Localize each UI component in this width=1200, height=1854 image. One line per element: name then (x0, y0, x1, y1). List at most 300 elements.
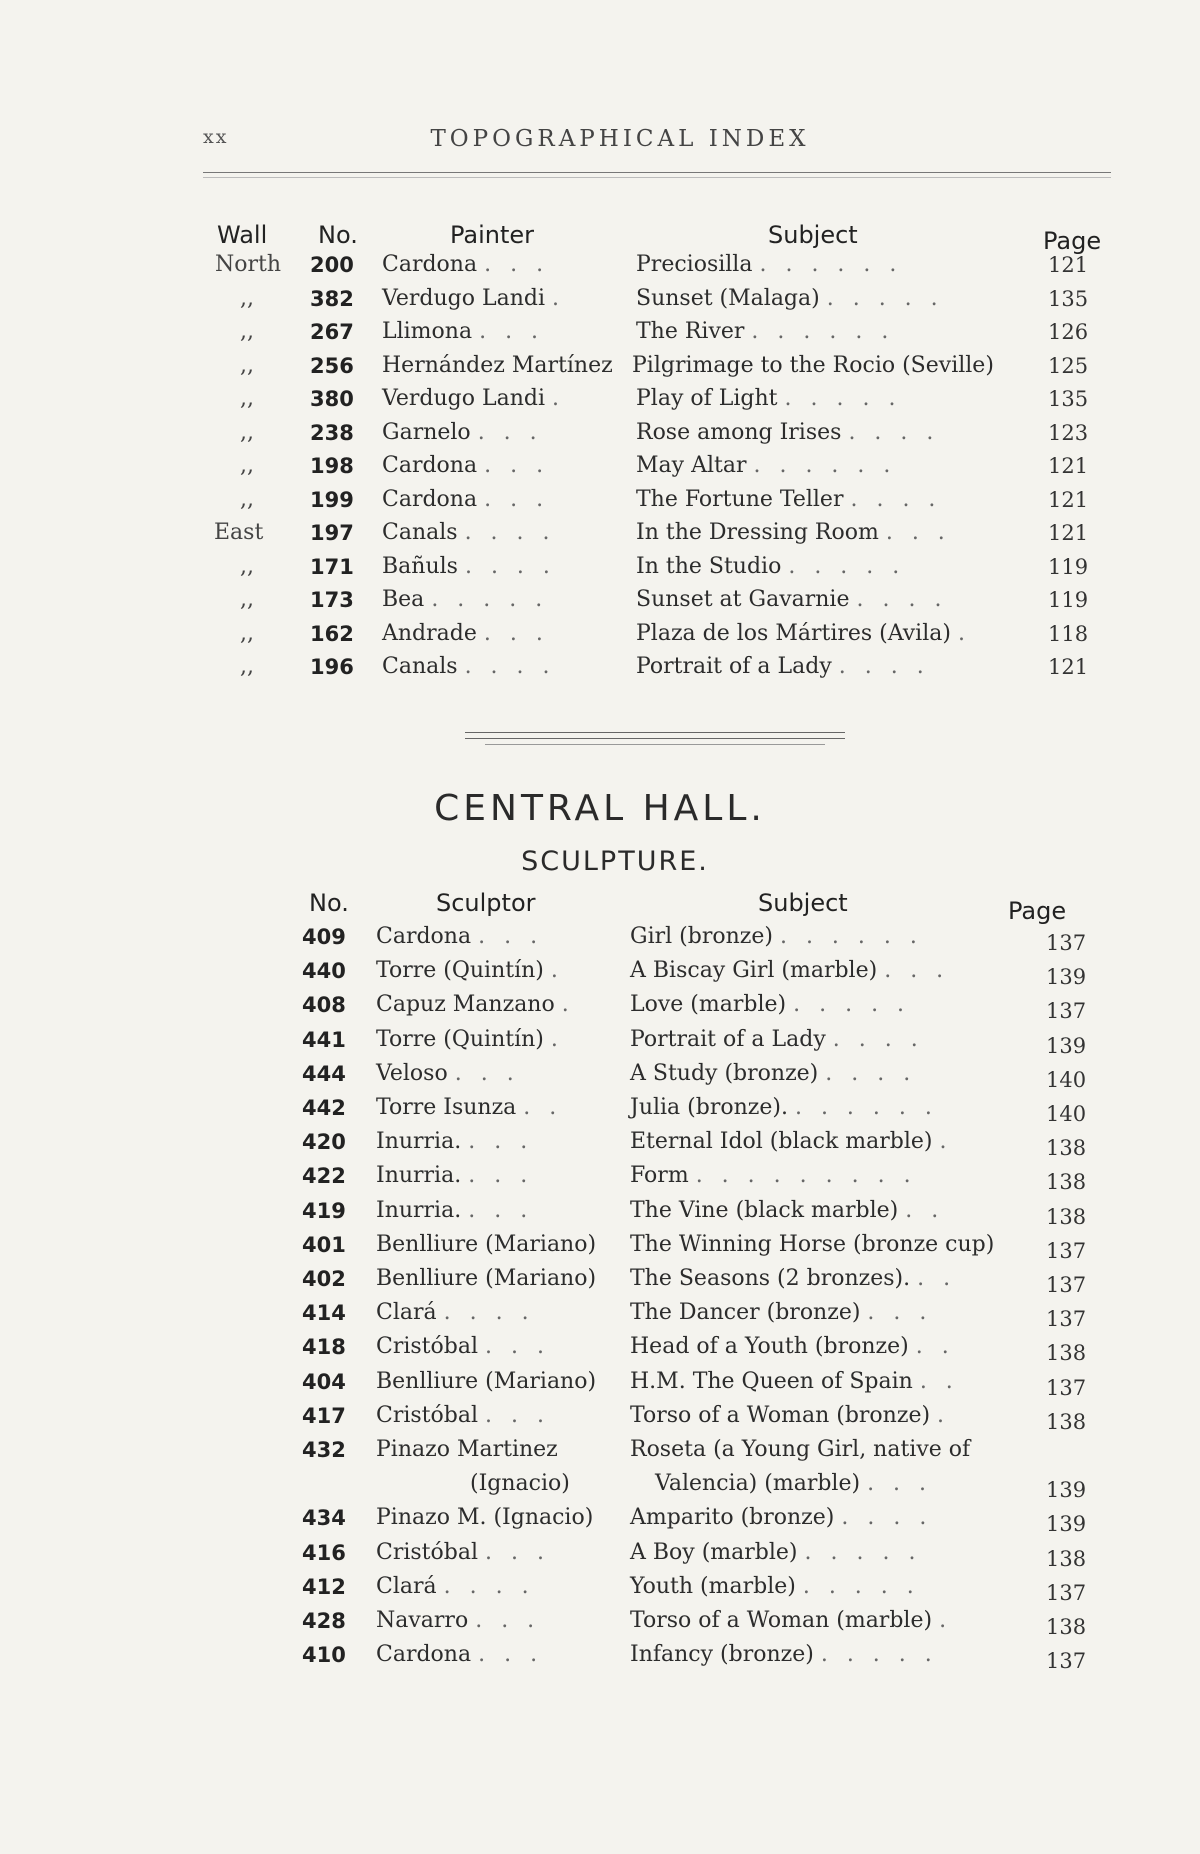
subject-text: Torso of a Woman (marble) (630, 1608, 933, 1633)
subject-leader: . . . . . . (759, 252, 903, 277)
col-wall-header: Wall (217, 221, 268, 249)
page-cell: 139 (1046, 1512, 1087, 1537)
page-cell: 137 (1046, 1238, 1087, 1263)
subject-text: Valencia) (marble) (655, 1471, 861, 1497)
sculptor-cell (376, 1228, 596, 1262)
subject-cell (636, 483, 941, 517)
page-cell: 121 (1048, 454, 1089, 478)
subject-cell (630, 1330, 955, 1364)
subject-text: Form (630, 1163, 689, 1189)
number-cell: 434 (302, 1506, 346, 1531)
sculptor-name: (Ignacio) (470, 1471, 570, 1497)
subject-cell (630, 1262, 956, 1296)
subject-cell (632, 349, 994, 383)
number-cell: 380 (310, 387, 354, 411)
table-row (0, 315, 1200, 349)
table-row (0, 1570, 1200, 1604)
wall-cell: ,, (240, 587, 254, 612)
subject-leader: . . . . . (793, 992, 911, 1018)
painter-cell (382, 516, 556, 550)
table-row (0, 416, 1200, 450)
subject-leader: . . . . . (784, 386, 902, 411)
number-cell: 200 (310, 253, 354, 277)
number-cell: 238 (310, 420, 354, 445)
sculptor-cell (376, 1125, 533, 1159)
page-cell: 125 (1048, 353, 1089, 378)
number-cell: 442 (302, 1096, 346, 1120)
page-cell: 139 (1046, 1033, 1087, 1058)
painter-leader: . . . (484, 252, 550, 277)
section-title: SCULPTURE. (521, 846, 709, 877)
sculptor-leader: . . . (454, 1060, 520, 1086)
page-cell: 121 (1048, 487, 1089, 512)
sculptor-cell (376, 1433, 558, 1467)
painter-cell (382, 248, 549, 282)
subject-leader: . . . . . . (794, 1095, 938, 1120)
subject-text: In the Studio (636, 553, 782, 579)
subject-text: Julia (bronze). (630, 1095, 788, 1120)
subject-text: The Fortune Teller (636, 486, 844, 512)
section-rule-tertiary (485, 744, 825, 745)
sculptor-name: Inurria. (376, 1129, 462, 1155)
page-cell: 123 (1048, 420, 1089, 445)
number-cell: 440 (302, 959, 346, 984)
subject-text: A Study (bronze) (630, 1060, 819, 1086)
number-cell: 414 (302, 1301, 346, 1326)
painter-name: Verdugo Landi (382, 386, 545, 411)
section-rule (465, 732, 845, 733)
painter-leader: . . . . (464, 654, 556, 679)
sculptor-leader: . . . (485, 1334, 550, 1360)
col-no-header: No. (309, 889, 349, 917)
subject-leader: . (939, 1608, 953, 1633)
subject-leader: . . . (885, 520, 951, 545)
subject-cell (655, 1467, 932, 1501)
table-row (0, 617, 1200, 651)
subject-leader: . . . (867, 1471, 933, 1497)
subject-text: Plaza de los Mártires (Avila) (636, 620, 951, 646)
number-cell: 417 (302, 1403, 346, 1428)
number-cell: 401 (302, 1232, 346, 1257)
subject-leader: . . (917, 1266, 957, 1291)
subject-leader: . . . . . . . . . (695, 1163, 917, 1189)
subject-cell (636, 650, 930, 684)
subject-cell (630, 1501, 932, 1535)
painter-leader: . . . (477, 419, 543, 445)
subject-text: Preciosilla (636, 252, 753, 277)
table-row (0, 583, 1200, 617)
subject-leader: . . . . (848, 419, 940, 445)
sculptor-name: Torre (Quintín) (376, 958, 544, 984)
wall-cell: ,, (240, 319, 254, 344)
wall-cell: ,, (240, 386, 254, 411)
page-cell: 139 (1046, 965, 1087, 990)
subject-text: A Boy (marble) (630, 1539, 798, 1565)
table-row (0, 1296, 1200, 1330)
sculpture-header-row (0, 886, 1200, 925)
page-cell: 137 (1046, 1649, 1087, 1674)
sculptor-cell (376, 1570, 535, 1604)
painter-name: Llimona (382, 319, 473, 344)
page-cell: 138 (1046, 1204, 1087, 1229)
painter-leader: . . . . (464, 520, 556, 545)
painter-name: Canals (382, 520, 458, 545)
page-cell: 137 (1046, 1580, 1087, 1605)
subject-cell (636, 617, 971, 651)
subject-text: Love (marble) (630, 992, 787, 1018)
painter-leader: . . . (479, 319, 545, 344)
subject-text: The Seasons (2 bronzes). (630, 1266, 911, 1291)
subject-cell (636, 550, 905, 584)
page-cell: 137 (1046, 1307, 1087, 1332)
painter-cell (382, 650, 556, 684)
table-row (0, 1057, 1200, 1091)
page-cell: 137 (1046, 1273, 1087, 1297)
number-cell: 444 (302, 1061, 346, 1086)
painter-cell (382, 617, 549, 651)
subject-leader: . . . . (838, 654, 930, 679)
sculptor-name: Benlliure (Mariano) (376, 1231, 597, 1257)
painter-name: Cardona (382, 453, 478, 478)
subject-cell (636, 416, 939, 450)
sculptor-name: Torre (Quintín) (376, 1026, 544, 1052)
sculptor-cell (376, 1399, 550, 1433)
painter-cell (382, 416, 543, 450)
subject-cell (630, 1125, 952, 1159)
col-subject-header: Subject (758, 889, 848, 917)
subject-cell (636, 516, 951, 550)
page-cell: 121 (1048, 253, 1089, 277)
wall-cell: ,, (240, 654, 254, 679)
page-title: TOPOGRAPHICAL INDEX (430, 126, 810, 152)
subject-leader: . (957, 620, 971, 646)
subject-leader: . . . . (825, 1060, 917, 1086)
subject-cell (630, 1159, 917, 1193)
table-row (0, 1228, 1200, 1262)
wall-cell: North (215, 252, 282, 277)
subject-text: Rose among Irises (636, 419, 842, 445)
sculptor-cell (470, 1467, 570, 1501)
number-cell: 412 (302, 1574, 346, 1599)
table-row (0, 1159, 1200, 1193)
sculptor-name: Capuz Manzano (376, 992, 555, 1018)
painter-name: Bañuls (382, 553, 458, 579)
page-cell: 121 (1048, 655, 1089, 679)
subject-text: Eternal Idol (black marble) (630, 1129, 933, 1155)
number-cell: 432 (302, 1438, 346, 1462)
subject-text: Sunset at Gavarnie (636, 587, 850, 612)
subject-text: Sunset (Malaga) (636, 285, 820, 311)
sculptor-cell (376, 1604, 540, 1638)
painter-leader: . (552, 386, 565, 411)
subject-text: Torso of a Woman (bronze) (630, 1402, 931, 1428)
col-subject-header: Subject (768, 221, 858, 249)
table-row (0, 1091, 1200, 1125)
col-page-header: Page (1008, 897, 1067, 925)
table-row (0, 1501, 1200, 1535)
sculptor-name: Cardona (376, 924, 472, 949)
subject-text: The Winning Horse (bronze cup) (630, 1231, 995, 1257)
sculptor-cell (376, 1262, 596, 1296)
number-cell: 267 (310, 320, 354, 344)
number-cell: 420 (302, 1130, 346, 1155)
painter-leader: . (552, 285, 565, 311)
page-cell: 138 (1046, 1546, 1087, 1571)
running-header (0, 126, 1200, 156)
number-cell: 382 (310, 286, 354, 311)
number-cell: 402 (302, 1267, 346, 1291)
number-cell: 196 (310, 655, 354, 679)
page-cell: 140 (1046, 1102, 1087, 1126)
painter-cell (382, 483, 549, 517)
subject-leader: . . . . . (820, 1642, 938, 1668)
page-cell: 137 (1046, 931, 1087, 955)
table-row (0, 1330, 1200, 1364)
subject-leader: . . (919, 1368, 959, 1394)
wall-cell: ,, (240, 352, 254, 378)
sculptor-cell (376, 1159, 533, 1193)
wall-cell: ,, (240, 486, 254, 512)
page-cell: 140 (1046, 1067, 1087, 1092)
page-cell: 138 (1046, 1341, 1087, 1366)
subject-text: Amparito (bronze) (630, 1505, 835, 1531)
subject-cell (630, 1228, 994, 1262)
subject-text: May Altar (636, 453, 747, 478)
painter-name: Hernández Martínez (382, 352, 613, 378)
subject-text: H.M. The Queen of Spain (630, 1368, 913, 1394)
sculptor-cell (376, 920, 543, 954)
table-row (0, 1604, 1200, 1638)
table-row (0, 248, 1200, 282)
subject-leader: . . . . (841, 1505, 933, 1531)
sculptor-cell (376, 1501, 593, 1535)
subject-leader: . (937, 1402, 951, 1428)
subject-cell (636, 282, 944, 316)
page-cell: 138 (1046, 1136, 1087, 1161)
table-row (0, 1467, 1200, 1501)
subject-cell (630, 1570, 920, 1604)
page-cell: 138 (1046, 1409, 1087, 1434)
subject-cell (630, 1365, 959, 1399)
subject-text: The Dancer (bronze) (630, 1300, 861, 1326)
sculptor-cell (376, 1638, 543, 1672)
page-cell: 119 (1048, 554, 1089, 579)
table-row (0, 282, 1200, 316)
number-cell: 422 (302, 1164, 346, 1189)
wall-cell: ,, (240, 453, 254, 478)
painter-leader: . . . (483, 620, 549, 646)
page-cell: 119 (1048, 588, 1089, 612)
subject-text: Roseta (a Young Girl, native of (630, 1437, 971, 1462)
table-row (0, 483, 1200, 517)
table-row (0, 1125, 1200, 1159)
sculptor-name: Veloso (376, 1060, 448, 1086)
table-row (0, 1399, 1200, 1433)
sculptor-leader: . . . (475, 1608, 541, 1633)
page-cell: 137 (1046, 999, 1087, 1024)
col-sculptor-header: Sculptor (436, 889, 536, 917)
painter-name: Cardona (382, 486, 478, 512)
subject-leader: . . . . (850, 486, 942, 512)
sculptor-leader: . (561, 992, 575, 1018)
painter-name: Bea (382, 587, 425, 612)
subject-cell (636, 315, 894, 349)
painter-cell (382, 349, 613, 383)
section-rule-secondary (465, 738, 845, 739)
painter-cell (382, 282, 565, 316)
page-cell: 135 (1048, 286, 1089, 311)
table-row (0, 550, 1200, 584)
number-cell: 418 (302, 1335, 346, 1360)
table-row (0, 349, 1200, 383)
subject-cell (636, 248, 902, 282)
sculptor-name: Cristóbal (376, 1334, 478, 1360)
paintings-header-row (0, 218, 1200, 255)
subject-cell (630, 1638, 938, 1672)
hall-title: CENTRAL HALL. (434, 788, 766, 829)
painter-leader: . . . . . (431, 587, 549, 612)
page-cell: 138 (1046, 1170, 1087, 1195)
sculptor-name: Clará (376, 1300, 437, 1326)
subject-leader: . . . (884, 958, 950, 984)
subject-cell (630, 1057, 916, 1091)
sculptor-cell (376, 1194, 533, 1228)
table-row (0, 516, 1200, 550)
subject-leader: . . . . . (804, 1539, 922, 1565)
subject-text: Portrait of a Lady (636, 654, 832, 679)
table-row (0, 1536, 1200, 1570)
painter-name: Cardona (382, 252, 478, 277)
subject-cell (630, 1023, 924, 1057)
table-row (0, 1023, 1200, 1057)
subject-text: The River (636, 319, 745, 344)
page-cell: 118 (1048, 621, 1089, 646)
subject-leader: . . . . . (788, 553, 906, 579)
number-cell: 416 (302, 1540, 346, 1565)
number-cell: 419 (302, 1198, 346, 1223)
painter-leader: . . . (484, 453, 550, 478)
number-cell: 408 (302, 993, 346, 1018)
number-cell: 404 (302, 1369, 346, 1394)
subject-cell (630, 954, 949, 988)
subject-leader: . . . . . . (751, 319, 895, 344)
col-no-header: No. (318, 221, 358, 249)
sculptor-cell (376, 1091, 562, 1125)
painter-cell (382, 583, 548, 617)
sculptor-leader: . . . (468, 1129, 534, 1155)
table-row (0, 988, 1200, 1022)
sculptor-cell (376, 1296, 535, 1330)
subject-text: The Vine (black marble) (630, 1197, 899, 1223)
header-rule-secondary (203, 177, 1111, 178)
sculptor-name: Cardona (376, 1642, 472, 1668)
subject-cell (630, 988, 910, 1022)
sculptor-leader: . . . (478, 924, 544, 949)
table-row (0, 1365, 1200, 1399)
subject-text: Portrait of a Lady (630, 1026, 826, 1052)
sculptor-name: Pinazo Martinez (376, 1437, 558, 1462)
subject-cell (630, 920, 923, 954)
subject-leader: . . . . . (826, 285, 944, 311)
painter-name: Canals (382, 654, 458, 679)
subject-text: Girl (bronze) (630, 924, 773, 949)
subject-cell (630, 1433, 970, 1467)
table-row (0, 954, 1200, 988)
subject-text: Head of a Youth (bronze) (630, 1334, 909, 1360)
subject-text: Play of Light (636, 386, 778, 411)
painter-cell (382, 315, 544, 349)
subject-cell (630, 1399, 950, 1433)
table-row (0, 650, 1200, 684)
number-cell: 441 (302, 1027, 346, 1052)
sculptor-name: Cristóbal (376, 1402, 478, 1428)
sculptor-leader: . . . . (443, 1300, 535, 1326)
sculptor-leader: . . . (468, 1163, 534, 1189)
subject-cell (636, 583, 947, 617)
number-cell: 428 (302, 1609, 346, 1633)
number-cell: 409 (302, 925, 346, 949)
table-row (0, 1262, 1200, 1296)
sculptor-name: Pinazo M. (Ignacio) (376, 1505, 594, 1531)
col-painter-header: Painter (450, 221, 535, 249)
sculptor-cell (376, 988, 575, 1022)
painter-cell (382, 449, 549, 483)
sculptor-leader: . (550, 958, 564, 984)
wall-cell: ,, (240, 620, 254, 646)
number-cell: 198 (310, 454, 354, 478)
sculptor-cell (376, 1057, 520, 1091)
painter-leader: . . . . (464, 553, 556, 579)
page-cell: 138 (1046, 1615, 1087, 1639)
subject-cell (630, 1536, 921, 1570)
sculptor-cell (376, 1023, 564, 1057)
subject-text: Pilgrimage to the Rocio (Seville) (632, 352, 994, 378)
sculptor-name: Benlliure (Mariano) (376, 1368, 597, 1394)
subject-leader: . . . . . (802, 1573, 920, 1599)
subject-leader: . . . . (832, 1026, 924, 1052)
number-cell: 256 (310, 353, 354, 378)
painter-leader: . . . (484, 486, 550, 512)
sculptor-leader: . . . . (443, 1573, 535, 1599)
page-number: xx (203, 126, 229, 148)
wall-cell: ,, (240, 419, 254, 445)
subject-text: Infancy (bronze) (630, 1642, 814, 1668)
sculptor-cell (376, 954, 564, 988)
table-row (0, 1638, 1200, 1672)
page-cell: 126 (1048, 320, 1089, 344)
subject-leader: . . . . . . (779, 924, 923, 949)
table-row (0, 449, 1200, 483)
subject-text: Youth (marble) (630, 1573, 796, 1599)
sculptor-name: Clará (376, 1573, 437, 1599)
number-cell: 171 (310, 554, 354, 579)
sculptor-leader: . . . (478, 1642, 544, 1668)
sculptor-name: Inurria. (376, 1163, 462, 1189)
number-cell: 162 (310, 621, 354, 646)
wall-cell: ,, (240, 553, 254, 579)
sculptor-leader: . (550, 1026, 564, 1052)
sculptor-leader: . . (523, 1095, 563, 1120)
subject-text: A Biscay Girl (marble) (630, 958, 878, 984)
page-cell: 139 (1046, 1478, 1087, 1503)
subject-cell (630, 1604, 952, 1638)
sculptor-cell (376, 1330, 550, 1364)
sculptor-leader: . . . (485, 1539, 550, 1565)
subject-leader: . . . . . . (753, 453, 897, 478)
table-row (0, 1433, 1200, 1467)
subject-leader: . . . (867, 1300, 933, 1326)
painter-name: Verdugo Landi (382, 285, 545, 311)
